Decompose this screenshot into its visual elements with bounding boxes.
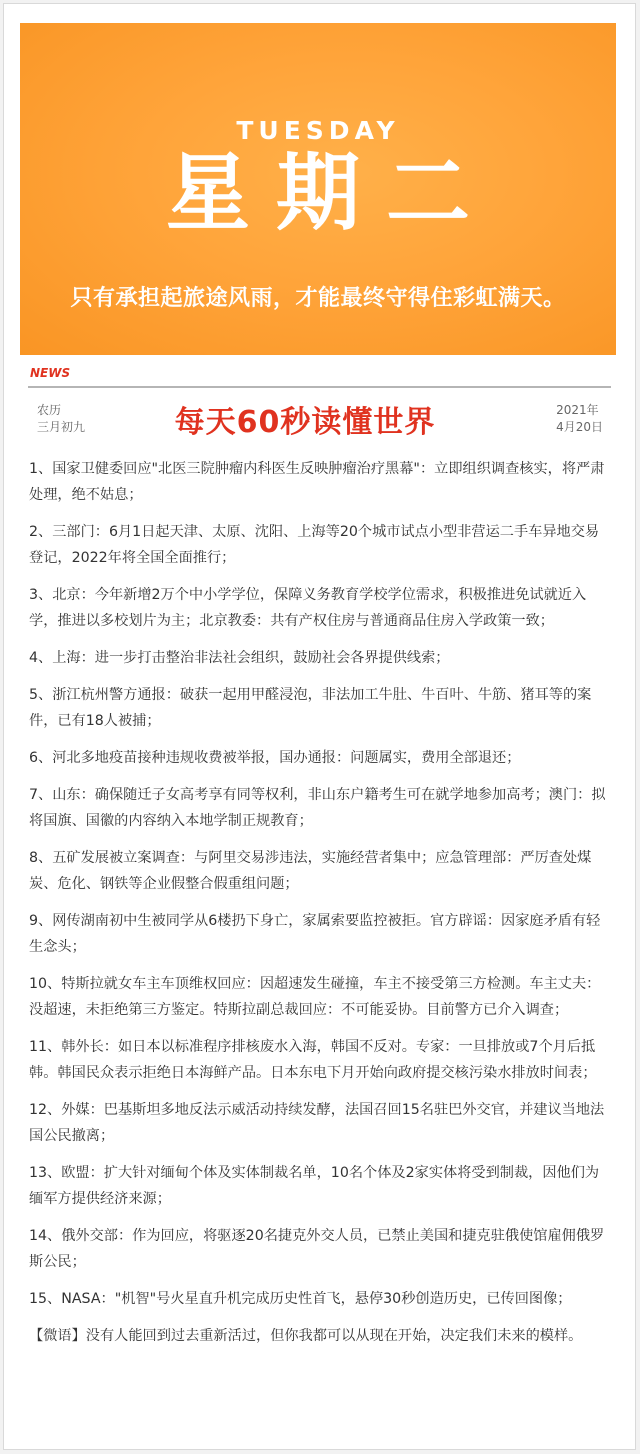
weekday-english: TUESDAY bbox=[236, 116, 400, 145]
news-item: 1、国家卫健委回应"北医三院肿瘤内科医生反映肿瘤治疗黑幕"：立即组织调查核实，将严肃处理，绝不姑息； bbox=[29, 461, 605, 503]
weekday-banner bbox=[20, 23, 616, 355]
header-divider bbox=[28, 386, 611, 388]
news-item: 2、三部门：6月1日起天津、太原、沈阳、上海等20个城市试点小型非营运二手车异地交易登记，2022年将全国全面推行； bbox=[29, 524, 600, 566]
news-item: 5、浙江杭州警方通报：破获一起用甲醛浸泡，非法加工牛肚、牛百叶、牛筋、猪耳等的案件，已有18人被捕； bbox=[29, 687, 592, 729]
news-list bbox=[29, 456, 611, 1360]
gregorian-date-block bbox=[556, 402, 603, 436]
lunar-label: 农历 bbox=[37, 403, 62, 417]
news-item: 15、NASA："机智"号火星直升机完成历史性首飞，悬停30秒创造历史，已传回图像； bbox=[29, 1291, 572, 1307]
news-item: 10、特斯拉就女车主车顶维权回应：因超速发生碰撞，车主不接受第三方检测。车主丈夫：没超速，未拒绝第三方鉴定。特斯拉副总裁回应：不可能妥协。目前警方已介入调查； bbox=[29, 976, 601, 1018]
news-tag: NEWS bbox=[30, 366, 71, 380]
weekday-chinese: 星期二 bbox=[165, 144, 496, 242]
page-title: 每天60秒读懂世界 bbox=[174, 405, 436, 440]
news-item: 4、上海：进一步打击整治非法社会组织，鼓励社会各界提供线索； bbox=[29, 650, 450, 666]
news-item: 6、河北多地疫苗接种违规收费被举报，国办通报：问题属实，费用全部退还； bbox=[29, 750, 521, 766]
daily-motto: 【微语】没有人能回到过去重新活过，但你我都可以从现在开始，决定我们未来的模样。 bbox=[29, 1328, 583, 1344]
news-item: 9、网传湖南初中生被同学从6楼扔下身亡，家属索要监控被拒。官方辟谣：因家庭矛盾有轻生念头； bbox=[29, 913, 601, 955]
news-item: 12、外媒：巴基斯坦多地反法示威活动持续发酵，法国召回15名驻巴外交官，并建议当地法国公民撤离； bbox=[29, 1102, 605, 1144]
news-item: 14、俄外交部：作为回应，将驱逐20名捷克外交人员，已禁止美国和捷克驻俄使馆雇佣俄罗斯公民； bbox=[29, 1228, 605, 1270]
news-item: 8、五矿发展被立案调查：与阿里交易涉违法，实施经营者集中；应急管理部：严厉查处煤炭、危化、钢铁等企业假整合假重组问题； bbox=[29, 850, 592, 892]
date-year: 2021年 bbox=[556, 403, 599, 417]
news-item: 11、韩外长：如日本以标准程序排核废水入海，韩国不反对。专家：一旦排放或7个月后抵韩。韩国民众表示拒绝日本海鲜产品。日本东电下月开始向政府提交核污染水排放时间表； bbox=[29, 1039, 597, 1081]
banner-slogan: 只有承担起旅途风雨，才能最终守得住彩虹满天。 bbox=[70, 286, 566, 311]
lunar-date: 三月初九 bbox=[37, 420, 86, 434]
news-item: 3、北京：今年新增2万个中小学学位，保障义务教育学校学位需求，积极推进免试就近入学，推进以多校划片为主；北京教委：共有产权住房与普通商品住房入学政策一致； bbox=[29, 587, 587, 629]
news-item: 7、山东：确保随迁子女高考享有同等权利，非山东户籍考生可在就学地参加高考；澳门：拟将国旗、国徽的内容纳入本地学制正规教育； bbox=[29, 787, 606, 829]
date-day: 4月20日 bbox=[556, 420, 603, 434]
lunar-date-block bbox=[37, 402, 85, 436]
news-item: 13、欧盟：扩大针对缅甸个体及实体制裁名单，10名个体及2家实体将受到制裁，因他们为缅军方提供经济来源； bbox=[29, 1165, 600, 1207]
